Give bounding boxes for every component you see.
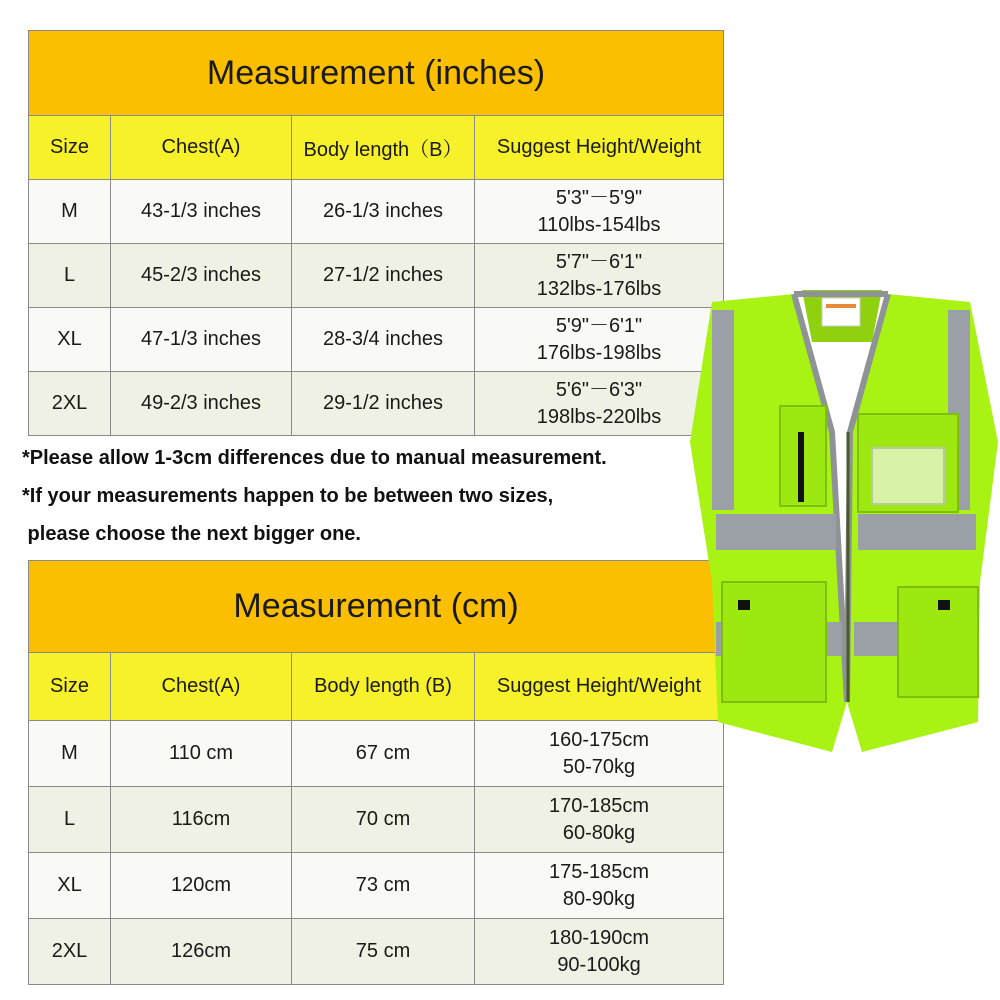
length-cell: 26-1/3 inches: [292, 180, 475, 244]
chest-cell: 47-1/3 inches: [111, 308, 292, 372]
table-row: [29, 919, 724, 985]
inches-table-title: Measurement (inches): [29, 31, 724, 116]
weight-range: 110lbs-154lbs: [537, 213, 661, 236]
height-range: 170-185cm: [548, 794, 650, 817]
size-cell: M: [29, 180, 111, 244]
height-range: 5'7"－6'1": [555, 250, 643, 273]
vest-label-stripe: [826, 304, 856, 308]
height-weight-cell: [475, 787, 724, 853]
chest-cell: 49-2/3 inches: [111, 372, 292, 436]
height-weight-cell: [475, 919, 724, 985]
size-cell: L: [29, 787, 111, 853]
weight-range: 80-90kg: [562, 887, 636, 910]
weight-range: 198lbs-220lbs: [536, 405, 662, 428]
size-cell: XL: [29, 853, 111, 919]
size-cell: XL: [29, 308, 111, 372]
size-cell: 2XL: [29, 919, 111, 985]
lower-pocket-left: [722, 582, 826, 702]
header-chest: Chest(A): [111, 653, 292, 721]
chest-cell: 116cm: [111, 787, 292, 853]
length-cell: 70 cm: [292, 787, 475, 853]
length-cell: 29-1/2 inches: [292, 372, 475, 436]
height-weight-cell: [475, 180, 724, 244]
cm-size-table: [28, 560, 724, 985]
reflective-band-upper-right: [858, 514, 976, 550]
header-size: Size: [29, 116, 111, 180]
table-row: [29, 244, 724, 308]
id-card-window: [872, 448, 944, 504]
note-choose-bigger: please choose the next bigger one.: [22, 523, 361, 545]
table-row: [29, 372, 724, 436]
length-cell: 27-1/2 inches: [292, 244, 475, 308]
chest-cell: 43-1/3 inches: [111, 180, 292, 244]
height-range: 5'3"－5'9": [555, 186, 643, 209]
note-measurement-difference: *Please allow 1-3cm differences due to manual measurement.: [22, 447, 607, 469]
header-body-length: Body length（B）: [292, 116, 475, 180]
inches-header-row: [29, 116, 724, 180]
cm-header-row: [29, 653, 724, 721]
cm-table-title: Measurement (cm): [29, 561, 724, 653]
pocket-tab-left: [738, 600, 750, 610]
pocket-tab-right: [938, 600, 950, 610]
chest-cell: 126cm: [111, 919, 292, 985]
length-cell: 28-3/4 inches: [292, 308, 475, 372]
weight-range: 90-100kg: [557, 953, 641, 976]
inches-size-table: [28, 30, 724, 436]
chest-cell: 45-2/3 inches: [111, 244, 292, 308]
vest-label-tag: [822, 298, 860, 326]
table-row: [29, 180, 724, 244]
height-range: 160-175cm: [548, 728, 650, 751]
header-size: Size: [29, 653, 111, 721]
height-range: 175-185cm: [548, 860, 650, 883]
header-body-length: Body length (B): [292, 653, 475, 721]
pen-slot: [798, 432, 804, 502]
weight-range: 176lbs-198lbs: [536, 341, 662, 364]
header-height-weight: Suggest Height/Weight: [475, 116, 724, 180]
size-cell: 2XL: [29, 372, 111, 436]
reflective-strip-left: [712, 310, 734, 510]
note-between-sizes: *If your measurements happen to be between two sizes,: [22, 485, 554, 507]
length-cell: 75 cm: [292, 919, 475, 985]
height-range: 5'9"－6'1": [555, 314, 643, 337]
length-cell: 67 cm: [292, 721, 475, 787]
safety-vest-image: [682, 282, 1000, 762]
reflective-band-upper-left: [716, 514, 836, 550]
size-cell: M: [29, 721, 111, 787]
table-row: [29, 308, 724, 372]
header-chest: Chest(A): [111, 116, 292, 180]
weight-range: 132lbs-176lbs: [536, 277, 662, 300]
height-weight-cell: [475, 853, 724, 919]
chest-cell: 110 cm: [111, 721, 292, 787]
table-row: [29, 787, 724, 853]
table-row: [29, 721, 724, 787]
height-range: 5'6"－6'3": [555, 378, 643, 401]
length-cell: 73 cm: [292, 853, 475, 919]
chest-cell: 120cm: [111, 853, 292, 919]
height-range: 180-190cm: [548, 926, 650, 949]
table-row: [29, 853, 724, 919]
size-cell: L: [29, 244, 111, 308]
header-height-weight: Suggest Height/Weight: [475, 653, 724, 721]
weight-range: 60-80kg: [562, 821, 636, 844]
weight-range: 50-70kg: [562, 755, 636, 778]
